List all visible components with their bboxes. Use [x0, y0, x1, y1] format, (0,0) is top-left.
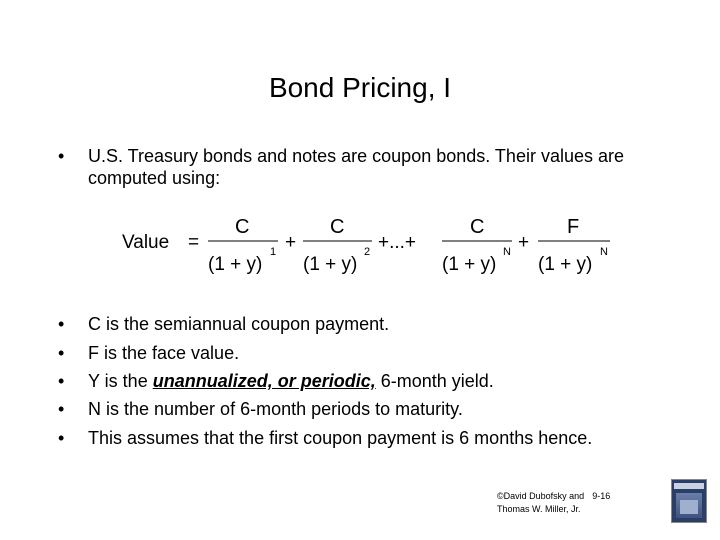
footer-line-2: Thomas W. Miller, Jr. — [497, 504, 581, 514]
bullet-dot: • — [58, 399, 65, 419]
ellipsis-plus: +...+ — [378, 232, 417, 253]
book-cover-logo — [671, 479, 707, 523]
bullet-text: N is the number of 6-month periods to maturity. — [88, 399, 463, 419]
plus-1: + — [285, 232, 297, 253]
termN-numerator: C — [470, 216, 485, 238]
formula-svg — [120, 205, 620, 285]
bullet-text: C is the semiannual coupon payment. — [88, 314, 390, 334]
face-numerator: F — [567, 216, 580, 238]
formula-lhs: Value — [122, 232, 170, 253]
plus-2: + — [518, 232, 530, 253]
term1-denominator: (1 + y) — [208, 254, 263, 275]
footer-line-1 — [497, 490, 610, 503]
bullet-text: F is the face value. — [88, 343, 240, 363]
page-number: 9-16 — [592, 491, 611, 501]
bullet-dot: • — [58, 314, 65, 334]
footer-credit — [497, 490, 610, 516]
termN-denominator: (1 + y) — [442, 254, 497, 275]
term2-exponent: 2 — [364, 246, 371, 258]
bullet-dot: • — [58, 343, 65, 363]
emphasized-term: unannualized, or periodic, — [152, 371, 376, 391]
term1-numerator: C — [235, 216, 250, 238]
bullet-text-post: 6-month yield. — [375, 371, 494, 391]
term2-denominator: (1 + y) — [303, 254, 358, 275]
face-exponent: N — [600, 246, 608, 258]
page-title: Bond Pricing, I — [268, 72, 452, 103]
term1-exponent: 1 — [270, 246, 277, 258]
termN-exponent: N — [503, 246, 511, 258]
bullet-dot: • — [58, 371, 65, 391]
intro-text: U.S. Treasury bonds and notes are coupon bonds. Their values are computed using: — [88, 146, 624, 188]
bullet-text-pre: Y is the — [88, 371, 153, 391]
bullet-dot: • — [58, 428, 65, 448]
bond-value-formula — [120, 205, 620, 285]
copyright-text: ©David Dubofsky and — [497, 491, 585, 501]
bullet-text: This assumes that the first coupon payment is 6 months hence. — [88, 428, 593, 448]
formula-equals: = — [188, 232, 200, 253]
bullet-text — [88, 370, 494, 392]
term2-numerator: C — [330, 216, 345, 238]
face-denominator: (1 + y) — [538, 254, 593, 275]
bullet-dot: • — [58, 146, 65, 166]
